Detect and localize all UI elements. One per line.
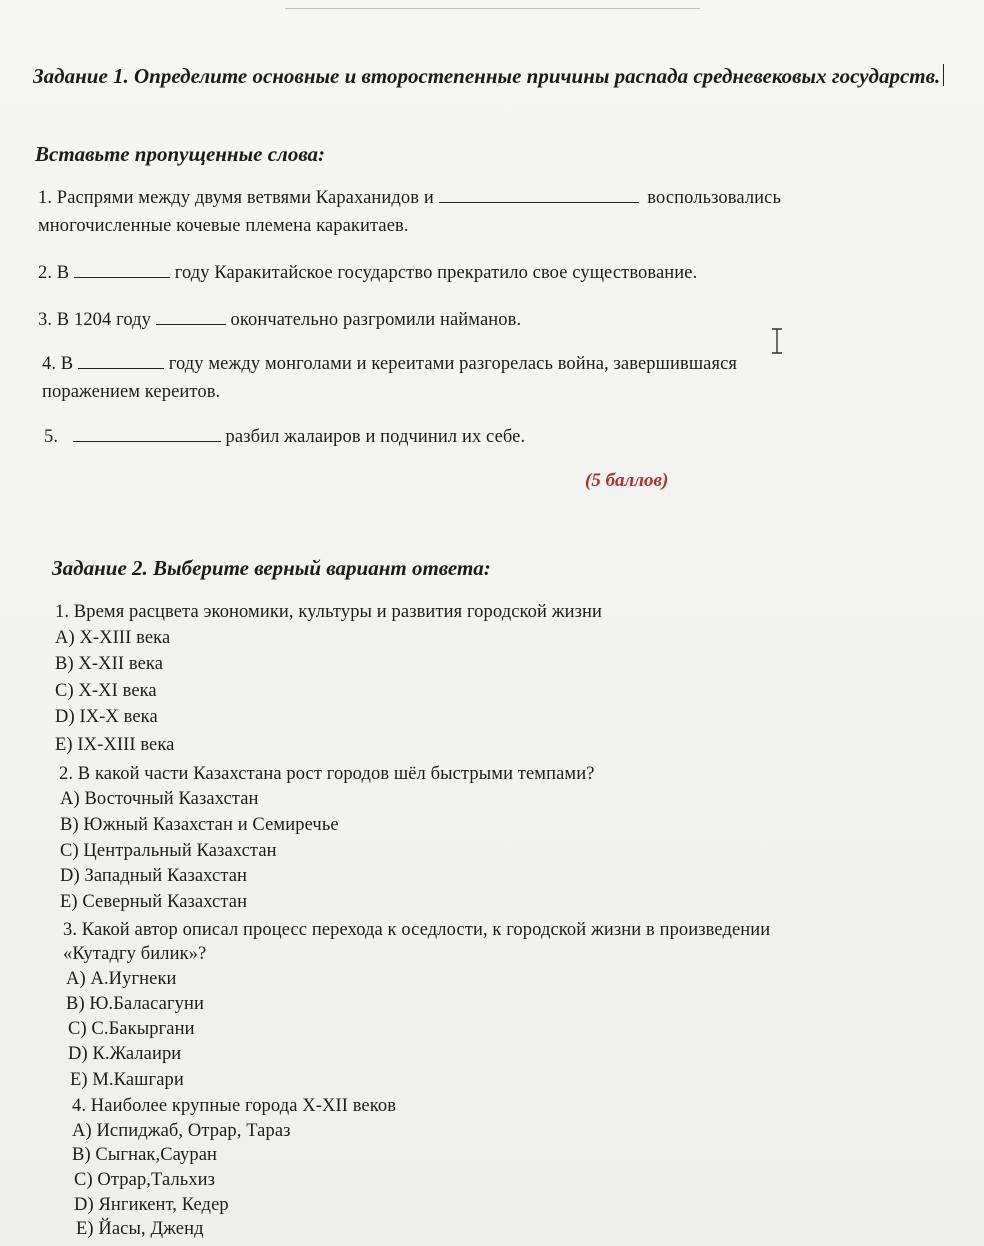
q2-option-d[interactable]: D) Западный Казахстан [60,866,248,886]
q4-option-d[interactable]: D) Янгикент, Кедер [74,1195,229,1215]
answer-blank[interactable] [78,352,164,369]
item-text: 3. В 1204 году [38,310,151,330]
task1-subtitle: Вставьте пропущенные слова: [35,142,326,166]
task1-item-4-cont: поражением кереитов. [42,382,221,402]
q2-option-e[interactable]: Е) Северный Казахстан [60,892,248,912]
question-4: 4. Наиболее крупные города X-XII веков [72,1096,397,1116]
item-text: 4. В [42,354,74,374]
task1-title [33,62,953,91]
top-divider [285,8,700,9]
item-text: году Каракитайское государство прекратило свое существование. [174,263,698,283]
item-text: 1. Распрями между двумя ветвями Караханидов и [38,188,434,208]
q3-option-c[interactable]: С) С.Бакыргани [68,1019,195,1039]
item-text: году между монголами и кереитами разгорелась война, завершившаяся [168,354,738,374]
ibeam-cursor-icon [770,328,784,354]
q1-option-b[interactable]: В) X-XII века [55,654,164,674]
answer-blank[interactable] [74,261,170,278]
task1-item-2 [38,261,697,285]
item-text: окончательно разгромили найманов. [230,310,522,330]
item-text: воспользовались [647,188,781,208]
q2-option-a[interactable]: А) Восточный Казахстан [60,789,259,809]
item-text: 2. В [38,263,70,283]
q3-option-d[interactable]: D) К.Жалаири [68,1044,182,1064]
q3-option-a[interactable]: А) А.Иугнеки [66,969,177,989]
task1-item-3 [38,308,521,332]
task1-title-text: Задание 1. Определите основные и второстепенные причины распада средневековых государств. [33,64,941,88]
task1-score: (5 баллов) [585,470,669,491]
q4-option-b[interactable]: В) Сыгнак,Сауран [72,1145,218,1165]
task2-title: Задание 2. Выберите верный вариант ответа: [52,556,491,580]
q2-option-c[interactable]: С) Центральный Казахстан [60,841,277,861]
answer-blank[interactable] [156,308,226,325]
q1-option-d[interactable]: D) IX-X века [55,707,158,727]
text-cursor [943,64,944,86]
q2-option-b[interactable]: В) Южный Казахстан и Семиречье [60,815,339,835]
task1-item-1 [38,186,781,210]
question-3-cont: «Кутадгу билик»? [63,944,207,964]
q1-option-a[interactable]: А) X-XIII века [55,628,171,648]
q4-option-c[interactable]: С) Отрар,Тальхиз [74,1170,216,1190]
question-1: 1. Время расцвета экономики, культуры и развития городской жизни [55,602,603,622]
task1-item-4 [42,352,737,376]
answer-blank[interactable] [439,186,639,203]
item-text: 5. [44,427,59,447]
task1-item-1-cont: многочисленные кочевые племена каракитаев. [38,216,409,236]
answer-blank[interactable] [73,425,221,442]
question-2: 2. В какой части Казахстана рост городов шёл быстрыми темпами? [59,764,595,784]
item-text: разбил жалаиров и подчинил их себе. [225,427,526,447]
q4-option-e[interactable]: Е) Йасы, Дженд [76,1219,204,1239]
question-3: 3. Какой автор описал процесс перехода к оседлости, к городской жизни в произведении [63,920,771,940]
q3-option-b[interactable]: В) Ю.Баласагуни [66,994,204,1014]
q1-option-c[interactable]: С) X-XI века [55,681,157,701]
q1-option-e[interactable]: Е) IX-XIII века [55,735,175,755]
q3-option-e[interactable]: Е) М.Кашгари [70,1070,184,1090]
q4-option-a[interactable]: А) Испиджаб, Отрар, Тараз [72,1121,291,1141]
task1-item-5 [44,425,525,449]
